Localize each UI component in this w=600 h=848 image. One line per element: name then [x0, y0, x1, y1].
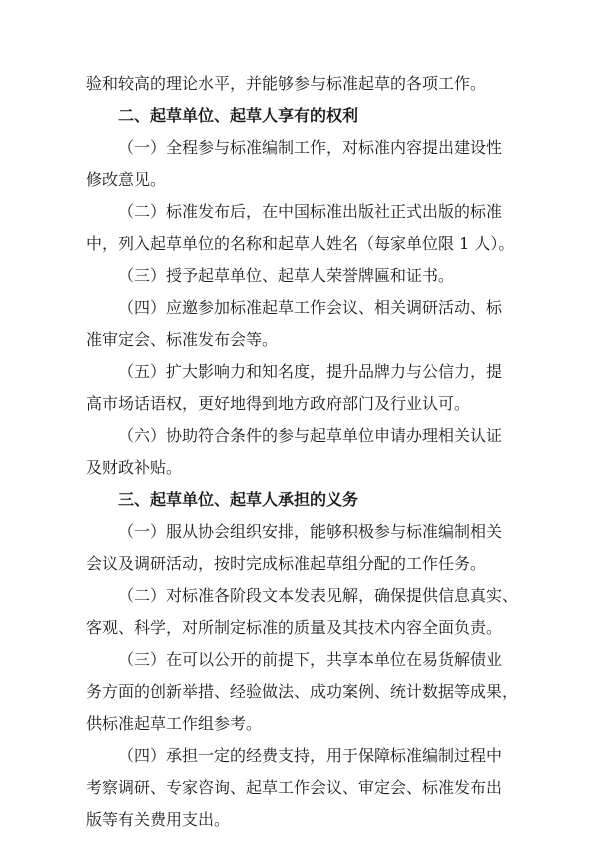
text-line: 供标准起草工作组参考。: [86, 714, 263, 733]
text-line: （一）服从协会组织安排，能够积极参与标准编制相关: [118, 522, 503, 541]
text-line: 验和较高的理论水平，并能够参与标准起草的各项工作。: [86, 74, 487, 93]
text-line: 考察调研、专家咨询、起草工作会议、审定会、标准发布出: [86, 778, 503, 797]
text-line: 准审定会、标准发布会等。: [86, 330, 279, 349]
text-line: （四）应邀参加标准起草工作会议、相关调研活动、标: [118, 298, 503, 317]
text-line: 版等有关费用支出。: [86, 810, 231, 829]
text-line: （二）标准发布后，在中国标准出版社正式出版的标准: [118, 202, 503, 221]
text-line: （一）全程参与标准编制工作，对标准内容提出建设性: [118, 138, 503, 157]
text-line: 及财政补贴。: [86, 458, 183, 477]
text-line: 会议及调研活动，按时完成标准起草组分配的工作任务。: [86, 554, 487, 573]
text-line: （三）授予起草单位、起草人荣誉牌匾和证书。: [118, 266, 455, 285]
text-line: （六）协助符合条件的参与起草单位申请办理相关认证: [118, 426, 503, 445]
text-line: （五）扩大影响力和知名度，提升品牌力与公信力，提: [118, 362, 503, 381]
document-page: [86, 68, 526, 836]
text-line: （二）对标准各阶段文本发表见解，确保提供信息真实、: [118, 586, 519, 605]
document-body: [86, 68, 526, 836]
text-line: 中，列入起草单位的名称和起草人姓名（每家单位限 1 人）。: [86, 234, 515, 253]
text-line: （四）承担一定的经费支持，用于保障标准编制过程中: [118, 746, 503, 765]
text-line: 客观、科学，对所制定标准的质量及其技术内容全面负责。: [86, 618, 503, 637]
text-line: （三）在可以公开的前提下，共享本单位在易货解债业: [118, 650, 503, 669]
text-line: 高市场话语权，更好地得到地方政府部门及行业认可。: [86, 394, 471, 413]
text-line: 务方面的创新举措、经验做法、成功案例、统计数据等成果，: [86, 682, 519, 701]
section-heading: 三、起草单位、起草人承担的义务: [118, 490, 359, 509]
text-line: 修改意见。: [86, 170, 167, 189]
section-heading: 二、起草单位、起草人享有的权利: [118, 106, 359, 125]
